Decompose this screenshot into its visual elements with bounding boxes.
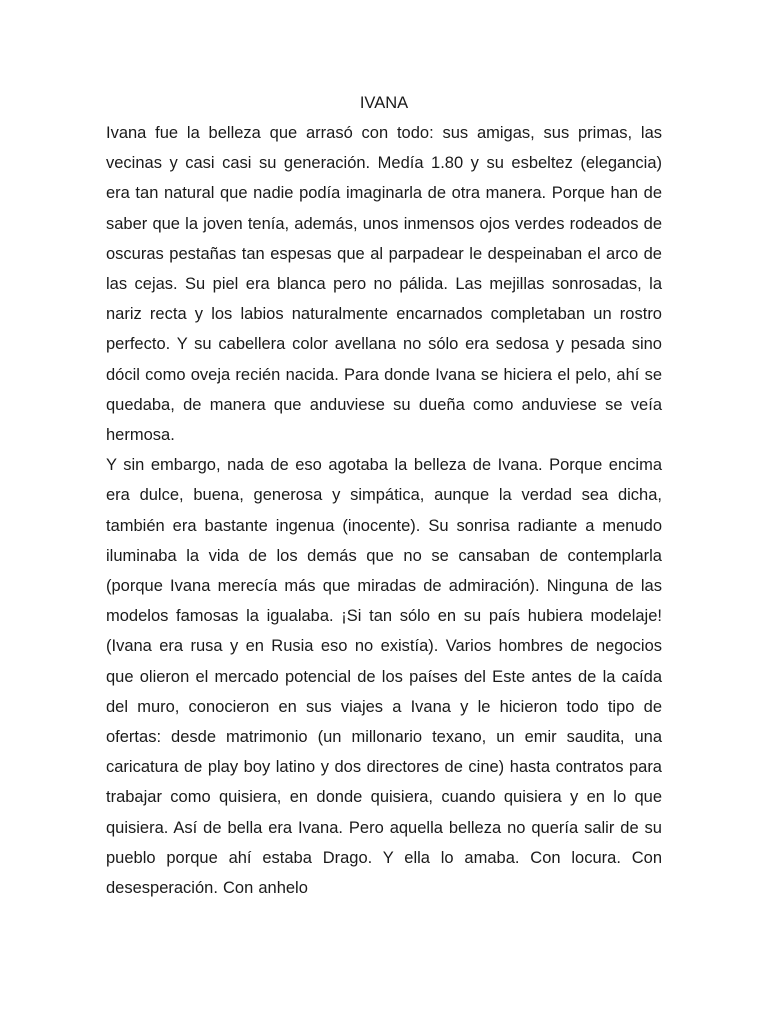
paragraph-1: Ivana fue la belleza que arrasó con todo: sus amigas, sus primas, las vecinas y casi casi su generación. Medía 1.80 y su esbeltez (elegancia) era tan natural que nadie podía imaginarla de otra manera. Porque han de saber que la joven tenía, además, unos inmensos ojos verdes rodeados de oscuras pestañas tan espesas que al parpadear le despeinaban el arco de las cejas. Su piel era blanca pero no pálida. Las mejillas sonrosadas, la nariz recta y los labios naturalmente encarnados completaban un rostro perfecto. Y su cabellera color avellana no sólo era sedosa y pesada sino dócil como oveja recién nacida. Para donde Ivana se hiciera el pelo, ahí se quedaba, de manera que anduviese su dueña como anduviese se veía hermosa. bbox=[106, 124, 662, 445]
document-title: IVANA bbox=[359, 94, 409, 112]
document-page bbox=[106, 88, 662, 903]
paragraph-2: Y sin embargo, nada de eso agotaba la belleza de Ivana. Porque encima era dulce, buena, generosa y simpática, aunque la verdad sea dicha, también era bastante ingenua (inocente). Su sonrisa radiante a menudo iluminaba la vida de los demás que no se cansaban de contemplarla (porque Ivana merecía más que miradas de admiración). Ninguna de las modelos famosas la igualaba. ¡Si tan sólo en su país hubiera modelaje! (Ivana era rusa y en Rusia eso no existía). Varios hombres de negocios que olieron el mercado potencial de los países del Este antes de la caída del muro, conocieron en sus viajes a Ivana y le hicieron todo tipo de ofertas: desde matrimonio (un millonario texano, un emir saudita, una caricatura de play boy latino y dos directores de cine) hasta contratos para trabajar como quisiera, en donde quisiera, cuando quisiera y en lo que quisiera. Así de bella era Ivana. Pero aquella belleza no quería salir de su pueblo porque ahí estaba Drago. Y ella lo amaba. Con locura. Con desesperación. Con anhelo bbox=[106, 456, 662, 898]
